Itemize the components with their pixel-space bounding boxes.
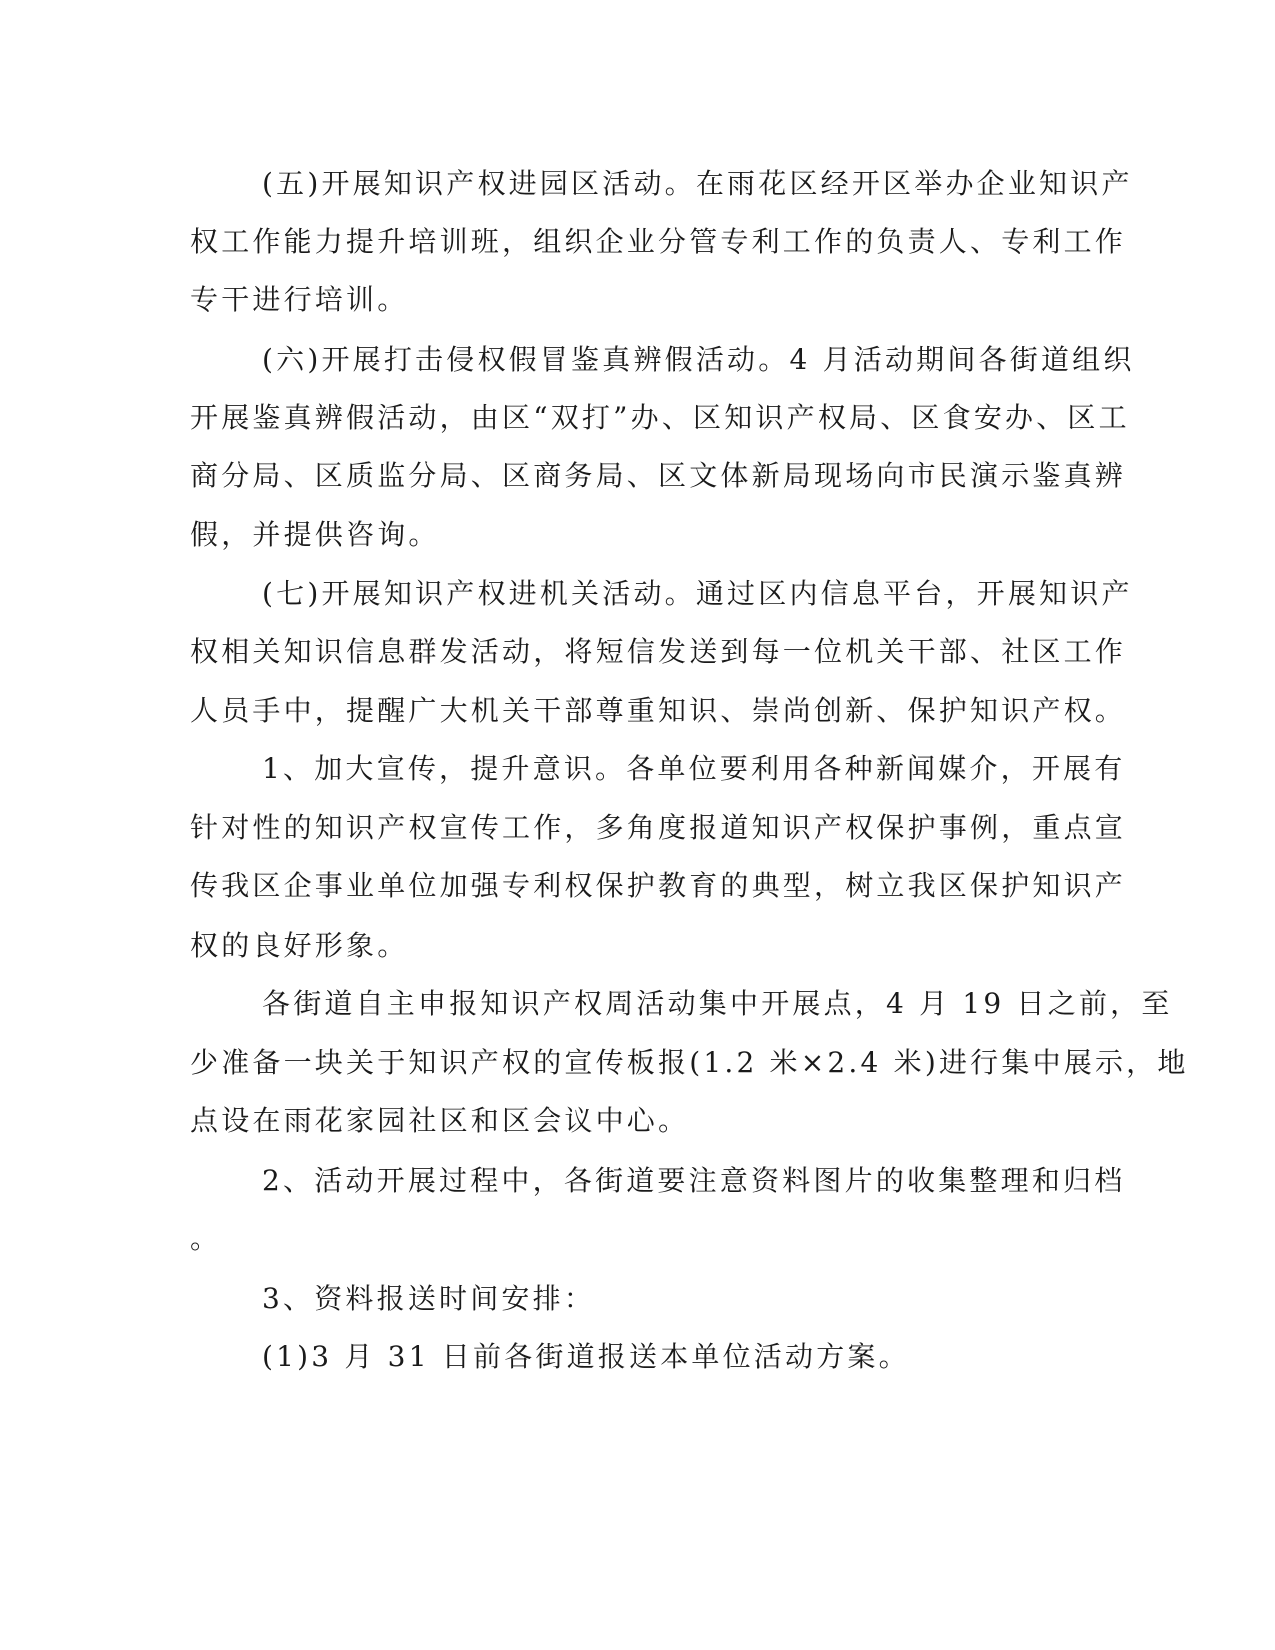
text-line: 2、活动开展过程中，各街道要注意资料图片的收集整理和归档 [262, 1164, 1126, 1197]
text-line: 点设在雨花家园社区和区会议中心。 [190, 1104, 690, 1137]
text-line: 商分局、区质监分局、区商务局、区文体新局现场向市民演示鉴真辨 [190, 459, 1127, 492]
text-line: 。 [190, 1222, 222, 1255]
text-line: 人员手中，提醒广大机关干部尊重知识、崇尚创新、保护知识产权。 [190, 694, 1127, 727]
text-line: 专干进行培训。 [190, 283, 409, 316]
text-line: 针对性的知识产权宣传工作，多角度报道知识产权保护事例，重点宣 [190, 811, 1127, 844]
text-line: 少准备一块关于知识产权的宣传板报(1.2 米×2.4 米)进行集中展示，地 [190, 1046, 1189, 1079]
text-line: (六)开展打击侵权假冒鉴真辨假活动。4 月活动期间各街道组织 [262, 343, 1135, 376]
text-line: 权的良好形象。 [190, 929, 409, 962]
text-line: 权工作能力提升培训班，组织企业分管专利工作的负责人、专利工作 [190, 225, 1127, 258]
text-line: 假，并提供咨询。 [190, 518, 440, 551]
text-line: 传我区企事业单位加强专利权保护教育的典型，树立我区保护知识产 [190, 869, 1127, 902]
text-line: 开展鉴真辨假活动，由区“双打”办、区知识产权局、区食安办、区工 [190, 401, 1130, 434]
text-line: 3、资料报送时间安排： [262, 1282, 596, 1315]
text-line: 权相关知识信息群发活动，将短信发送到每一位机关干部、社区工作 [190, 635, 1127, 668]
text-line: 1、加大宣传，提升意识。各单位要利用各种新闻媒介，开展有 [262, 752, 1126, 785]
text-line: 各街道自主申报知识产权周活动集中开展点，4 月 19 日之前，至 [262, 987, 1173, 1020]
text-line: (七)开展知识产权进机关活动。通过区内信息平台，开展知识产 [262, 577, 1133, 610]
text-line: (1)3 月 31 日前各街道报送本单位活动方案。 [262, 1340, 910, 1373]
text-line: (五)开展知识产权进园区活动。在雨花区经开区举办企业知识产 [262, 167, 1133, 200]
